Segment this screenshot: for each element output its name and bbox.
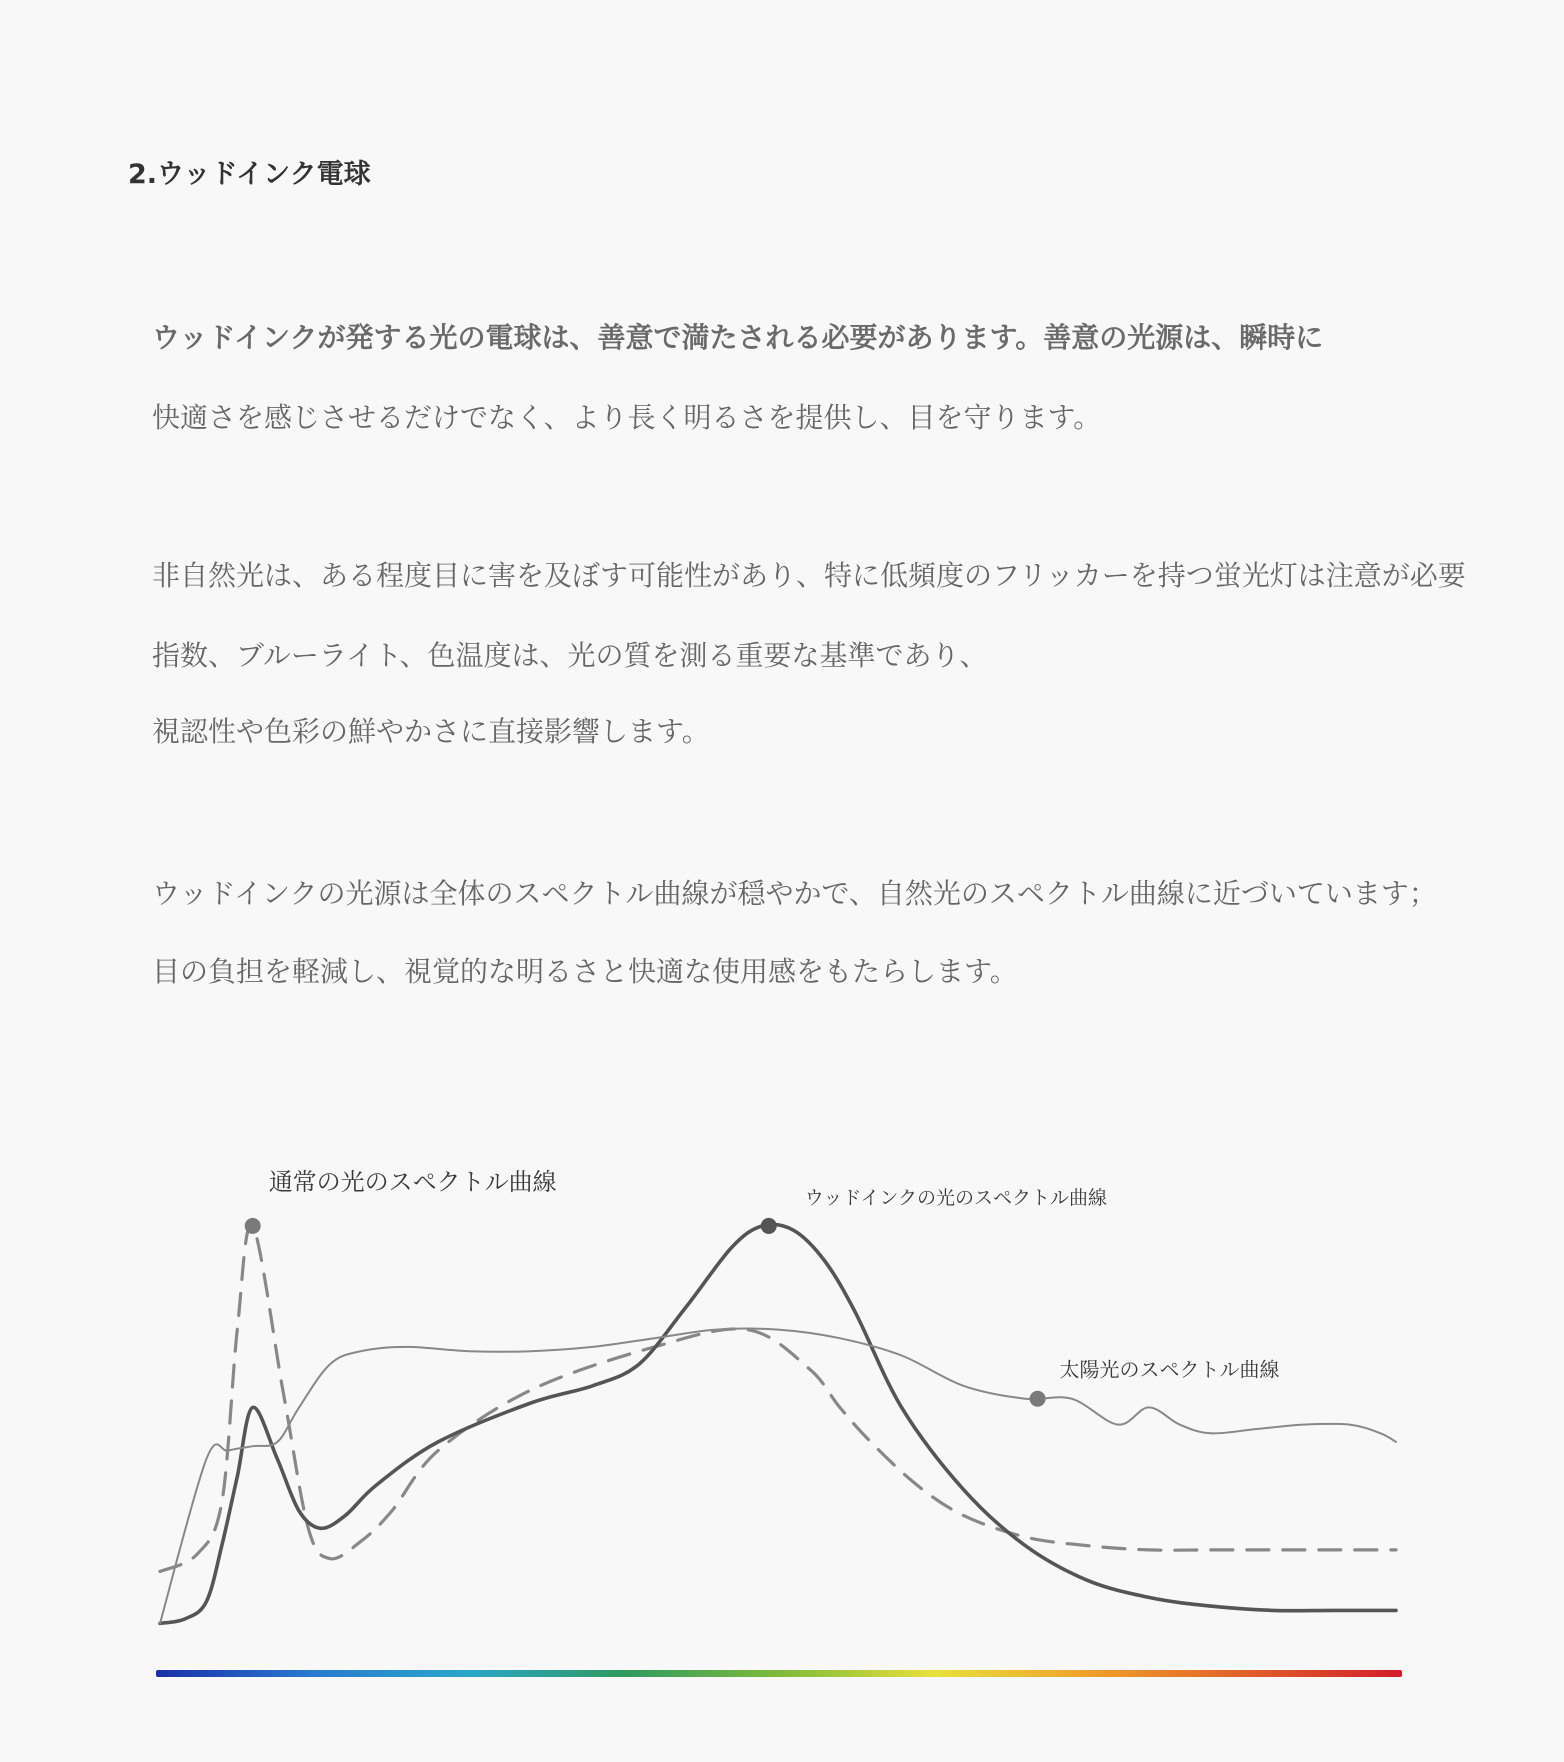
woodink-light-curve-marker: [761, 1218, 777, 1234]
paragraph-2-line-1: 非自然光は、ある程度目に害を及ぼす可能性があり、特に低頻度のフリッカーを持つ蛍光灯は注意が必要: [152, 559, 1466, 592]
section-heading: 2.ウッドインク電球: [128, 159, 371, 190]
normal-light-curve-label: 通常の光のスペクトル曲線: [268, 1167, 557, 1196]
woodink-light-curve: [160, 1224, 1396, 1623]
spectrum-color-bar: [156, 1670, 1402, 1677]
paragraph-1-line-1: ウッドインクが発する光の電球は、善意で満たされる必要があります。善意の光源は、瞬時に: [152, 321, 1324, 354]
sunlight-curve-marker: [1030, 1391, 1046, 1407]
paragraph-2-line-3: 視認性や色彩の鮮やかさに直接影響します。: [152, 715, 710, 748]
paragraph-2-line-2: 指数、ブルーライト、色温度は、光の質を測る重要な基準であり、: [152, 639, 988, 672]
normal-light-curve-marker: [245, 1218, 261, 1234]
normal-light-curve: [160, 1225, 1396, 1572]
sunlight-curve-label: 太陽光のスペクトル曲線: [1059, 1357, 1280, 1382]
paragraph-1-line-2: 快適さを感じさせるだけでなく、より長く明るさを提供し、目を守ります。: [152, 401, 1102, 434]
paragraph-3-line-1: ウッドインクの光源は全体のスペクトル曲線が穏やかで、自然光のスペクトル曲線に近づいています；: [152, 877, 1437, 910]
woodink-light-curve-label: ウッドインクの光のスペクトル曲線: [804, 1186, 1108, 1209]
paragraph-3-line-2: 目の負担を軽減し、視覚的な明るさと快適な使用感をもたらします。: [152, 955, 1018, 988]
